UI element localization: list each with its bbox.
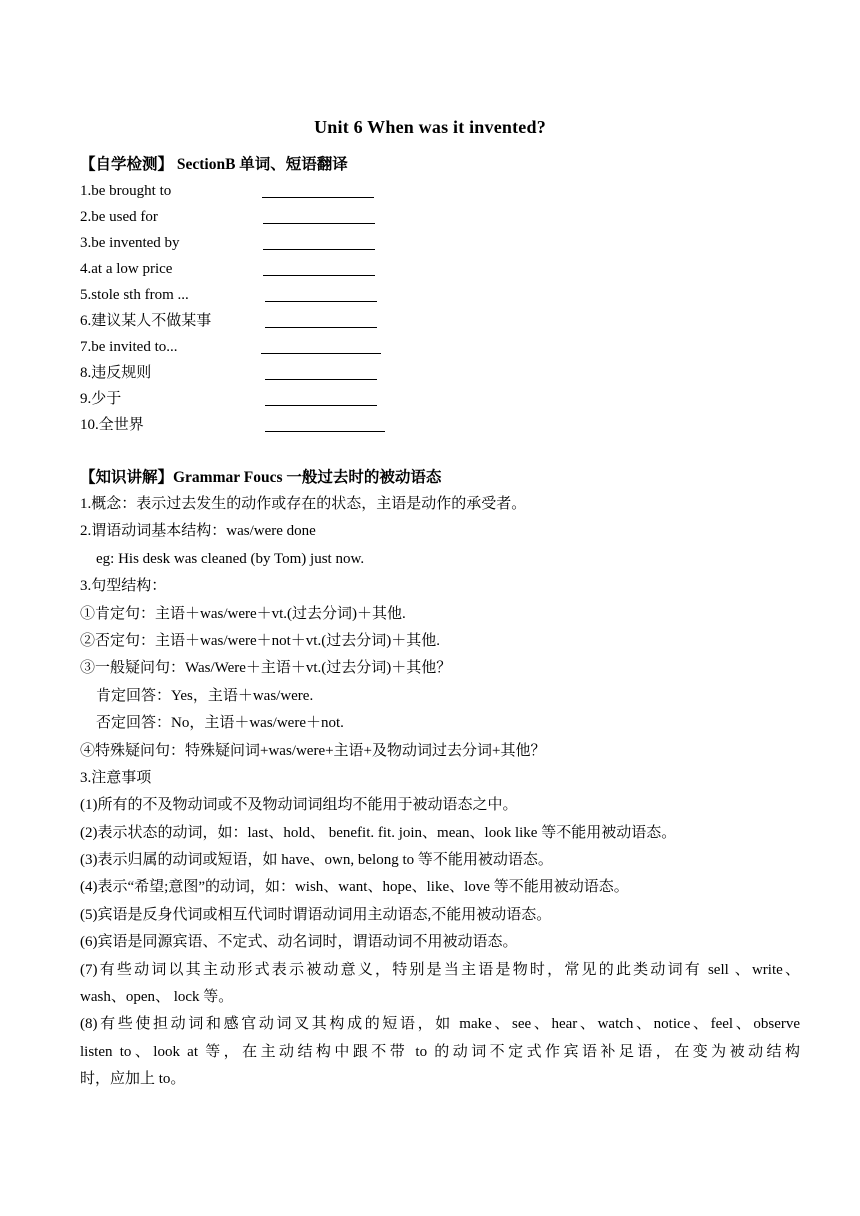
answer-blank[interactable] [261,334,381,354]
list-item [80,230,480,256]
list-item [80,386,480,412]
list-item [80,256,480,282]
vocab-translation-list [80,178,480,438]
structure-line: 2.谓语动词基本结构：was/were done [80,523,316,540]
subheading-notes: 3.注意事项 [80,769,152,786]
list-item [80,282,480,308]
answer-blank[interactable] [262,178,374,198]
list-item [80,204,480,230]
subheading-sentence-patterns: 3.句型结构： [80,578,167,595]
note-item: (2)表示状态的动词，如：last、hold、 benefit. fit. join、mean、look like 等不能用被动语态。 [80,824,677,841]
answer-blank[interactable] [263,230,375,250]
note-item: (3)表示归属的动词或短语，如 have、own, belong to 等不能用被动语态。 [80,852,553,869]
section-heading-self-check: 【自学检测】 SectionB 单词、短语翻译 [80,156,348,173]
note-item: (4)表示“希望;意图”的动词，如：wish、want、hope、like、love 等不能用被动语态。 [80,879,629,896]
pattern-negative-answer: 否定回答：No，主语＋was/were＋not. [96,715,344,732]
grammar-notes [80,491,800,1094]
answer-blank[interactable] [265,282,377,302]
pattern-affirmative: ①肯定句：主语＋was/were＋vt.(过去分词)＋其他. [80,605,406,622]
definition-line: 1.概念：表示过去发生的动作或存在的状态，主语是动作的承受者。 [80,496,527,512]
answer-blank[interactable] [265,386,377,406]
answer-blank[interactable] [263,204,375,224]
answer-blank[interactable] [265,360,377,380]
answer-blank[interactable] [265,412,385,432]
vocab-term: 6.建议某人不做某事 [80,313,212,329]
list-item [80,308,480,334]
note-item-continuation: wash、open、 lock 等。 [80,989,234,1006]
pattern-general-question: ③一般疑问句：Was/Were＋主语＋vt.(过去分词)＋其他？ [80,660,452,677]
note-item: (6)宾语是同源宾语、不定式、动名词时，谓语动词不用被动语态。 [80,934,518,951]
vocab-term: 10.全世界 [80,417,144,433]
note-item-continuation: 时，应加上 to。 [80,1071,186,1088]
note-item-continuation: listen to、look at 等，在主动结构中跟不带 to 的动词不定式作宾语补足语，在变为被动结构 [80,1043,800,1060]
section-heading-grammar: 【知识讲解】Grammar Foucs 一般过去时的被动语态 [80,469,442,486]
note-item: (8)有些使担动词和感官动词叉其构成的短语，如 make、see、hear、watch、notice、feel、observe [80,1016,800,1033]
vocab-term: 7.be invited to... [80,339,178,355]
list-item [80,360,480,386]
note-item: (5)宾语是反身代词或相互代词时谓语动词用主动语态,不能用被动语态。 [80,906,552,923]
answer-blank[interactable] [263,256,375,276]
vocab-term: 8.违反规则 [80,365,152,381]
vocab-term: 1.be brought to [80,183,172,199]
list-item [80,178,480,204]
answer-blank[interactable] [265,308,377,328]
example-sentence: eg: His desk was cleaned (by Tom) just now. [96,550,365,567]
page-title: Unit 6 When was it invented? [314,117,546,137]
pattern-negative: ②否定句：主语＋was/were＋not＋vt.(过去分词)＋其他. [80,632,440,649]
vocab-term: 9.少于 [80,391,122,407]
vocab-term: 4.at a low price [80,261,173,277]
vocab-term: 2.be used for [80,209,158,225]
vocab-term: 3.be invented by [80,235,180,251]
pattern-special-question: ④特殊疑问句：特殊疑问词+was/were+主语+及物动词过去分词+其他？ [80,742,546,759]
vocab-term: 5.stole sth from ... [80,287,189,303]
pattern-positive-answer: 肯定回答：Yes，主语＋was/were. [96,687,314,704]
list-item [80,334,480,360]
list-item [80,412,480,438]
note-item: (1)所有的不及物动词或不及物动词词组均不能用于被动语态之中。 [80,797,518,814]
note-item: (7)有些动词以其主动形式表示被动意义，特别是当主语是物时，常见的此类动词有 sell 、write、 [80,961,800,978]
